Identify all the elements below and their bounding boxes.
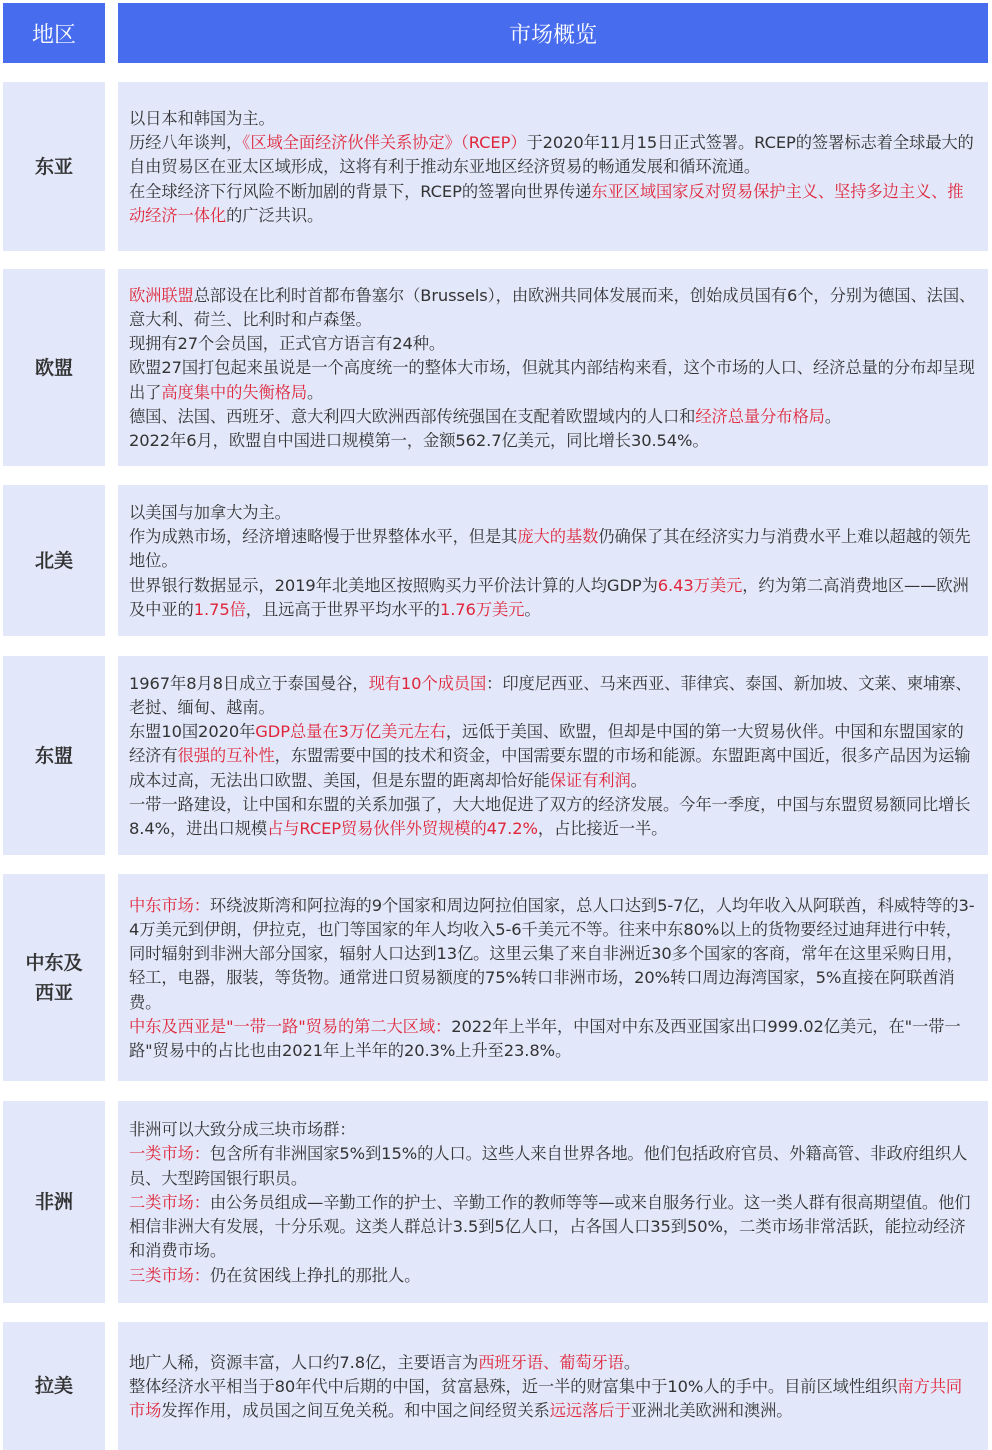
overview-cell-5	[118, 1101, 988, 1303]
body-text: 德国、法国、西班牙、意大利四大欧洲西部传统强国在支配着欧盟域内的人口和	[129, 406, 696, 426]
overview-cell-2	[118, 485, 988, 636]
body-text: ，且远高于世界平均水平的	[245, 599, 440, 619]
body-text: 以日本和韩国为主。	[129, 108, 275, 128]
overview-paragraph	[129, 1264, 976, 1288]
region-cell-0	[3, 82, 105, 251]
highlight-text: 占与RCEP贸易伙伴外贸规模的47.2%	[267, 819, 538, 838]
overview-paragraph	[129, 405, 976, 429]
overview-cell-0	[118, 82, 988, 251]
highlight-text: 保证有利润	[549, 770, 631, 790]
body-text: 在全球经济下行风险不断加剧的背景下，RCEP的签署向世界传递	[129, 181, 592, 201]
overview-paragraph	[129, 793, 976, 841]
highlight-text: 西班牙语、葡萄牙语	[478, 1352, 624, 1372]
body-text: 世界银行数据显示，2019年北美地区按照购买力平价法计算的人均GDP为	[129, 575, 658, 595]
body-text: 。	[524, 599, 541, 619]
body-text: 历经八年谈判，	[129, 133, 243, 153]
overview-cell-3	[118, 656, 988, 855]
region-label: 中东及 西亚	[25, 951, 83, 1004]
body-text: 。	[623, 1352, 641, 1372]
highlight-text: 东亚区域国家反对贸易保护主义、坚持多边主义、推动经济一体化	[129, 181, 964, 225]
body-text: 环绕波斯湾和阿拉海的9个国家和周边阿拉伯国家，总人口达到5-7亿，人均年收入从阿联酋，科威特等的3-4万美元到伊朗，伊拉克，也门等国家的年人均收入5-6千美元不等。往来中东80%以上的货物要经过迪拜进行中转，同时辐射到非洲大部分国家，辐射人口达到13亿。这里云集了来自非洲近30多个国家的客商，常年在这里采购日用，轻工，电器，服装，等货物。通常进口贸易额度的75%转口非洲市场，20%转口周边海湾国家，5%直接在阿联酋消费。	[129, 895, 975, 1012]
overview-paragraph	[129, 501, 976, 525]
overview-paragraph	[129, 107, 976, 131]
body-text: 仍确保了其在经济实力与消费水平上难以超越的领先地位。	[129, 527, 971, 571]
highlight-text: 《区域全面经济伙伴关系协定》（RCEP）	[242, 133, 527, 153]
highlight-text: GDP总量在3万亿美元左右	[255, 722, 446, 742]
highlight-text: 现有10个成员国	[368, 673, 487, 693]
header-region-label: 地区	[31, 22, 76, 48]
overview-paragraph	[129, 332, 976, 356]
overview-paragraph	[129, 525, 976, 573]
overview-paragraph	[129, 284, 976, 332]
body-text: ，远低于美国、欧盟，但却是中国的第一大贸易伙伴。中国和东盟国家的经济有	[129, 722, 964, 766]
body-text: 2022年6月，欧盟自中国进口规模第一，金额562.7亿美元，同比增长30.54%。	[129, 431, 709, 450]
highlight-text: 6.43万美元	[657, 575, 743, 595]
body-text: 发挥作用，成员国之间互免关税。和中国之间经贸关系	[161, 1401, 550, 1421]
region-label: 东盟	[34, 744, 73, 767]
region-label: 拉美	[34, 1375, 73, 1397]
overview-paragraph	[129, 131, 976, 179]
body-text: 现拥有27个会员国，正式官方语言有24种。	[129, 334, 446, 354]
highlight-text: 高度集中的失衡格局	[161, 382, 308, 402]
overview-paragraph	[129, 894, 976, 1015]
region-cell-2	[3, 485, 105, 636]
overview-paragraph	[129, 574, 976, 622]
overview-paragraph	[129, 1142, 976, 1190]
body-text: ，占比接近一半。	[537, 819, 668, 838]
body-text: 。	[307, 382, 324, 402]
overview-paragraph	[129, 1351, 976, 1375]
overview-paragraph	[129, 1375, 976, 1423]
overview-paragraph	[129, 429, 976, 453]
header-region	[3, 3, 105, 63]
overview-cell-6	[118, 1322, 988, 1450]
overview-paragraph	[129, 1015, 976, 1063]
body-text: 欧盟27国打包起来虽说是一个高度统一的整体大市场，但就其内部结构来看，这个市场的人口、经济总量的分布却呈现出了	[129, 358, 975, 402]
overview-paragraph	[129, 720, 976, 793]
region-cell-5	[3, 1101, 105, 1303]
overview-paragraph	[129, 1118, 976, 1142]
body-text: 东盟10国2020年	[129, 722, 256, 742]
body-text: ：印度尼西亚、马来西亚、菲律宾、泰国、新加坡、文莱、柬埔寨、老挝、缅甸、越南。	[129, 673, 972, 717]
highlight-text: 欧洲联盟	[129, 285, 194, 305]
region-label: 北美	[34, 549, 73, 572]
highlight-text: 一类市场：	[129, 1144, 210, 1164]
body-text: 总部设在比利时首都布鲁塞尔（Brussels），由欧洲共同体发展而来，创始成员国有6个，分别为德国、法国、意大利、荷兰、比利时和卢森堡。	[129, 285, 976, 329]
highlight-text: 南方共同市场	[129, 1376, 963, 1421]
overview-paragraph	[129, 180, 976, 228]
body-text: 。	[630, 770, 647, 790]
body-text: 于2020年11月15日正式签署。RCEP的签署标志着全球最大的自由贸易区在亚太区域形成，这将有利于推动东亚地区经济贸易的畅通发展和循环流通。	[129, 133, 974, 177]
body-text: 的广泛共识。	[226, 205, 324, 225]
highlight-text: 很强的互补性	[177, 746, 275, 766]
overview-cell-4	[118, 874, 988, 1081]
body-text: 。	[824, 406, 841, 426]
body-text: 整体经济水平相当于80年代中后期的中国，贫富悬殊，近一半的财富集中于10%人的手中。目前区域性组织	[129, 1376, 898, 1396]
overview-paragraph	[129, 1191, 976, 1264]
region-label: 欧盟	[34, 356, 73, 379]
body-text: 由公务员组成—辛勤工作的护士、辛勤工作的教师等等—或来自服务行业。这一类人群有很高期望值。他们相信非洲大有发展，十分乐观。这类人群总计3.5到5亿人口，占各国人口35到50%，二类市场非常活跃，能拉动经济和消费市场。	[129, 1192, 971, 1261]
highlight-text: 二类市场：	[129, 1192, 210, 1212]
body-text: ，东盟需要中国的技术和资金，中国需要东盟的市场和能源。东盟距离中国近，很多产品因为运输成本过高，无法出口欧盟、美国，但是东盟的距离却恰好能	[129, 746, 971, 790]
region-label: 东亚	[34, 155, 73, 178]
body-text: 一带一路建设，让中国和东盟的关系加强了，大大地促进了双方的经济发展。今年一季度，中国与东盟贸易额同比增长8.4%，进出口规模	[129, 794, 971, 838]
body-text: 仍在贫困线上挣扎的那批人。	[209, 1265, 421, 1285]
region-cell-3	[3, 656, 105, 855]
header-overview	[118, 3, 988, 63]
overview-paragraph	[129, 672, 976, 720]
highlight-text: 三类市场：	[129, 1265, 210, 1285]
highlight-text: 中东市场：	[129, 895, 210, 915]
highlight-text: 1.76万美元	[439, 599, 525, 619]
header-overview-label: 市场概览	[508, 22, 597, 48]
region-cell-6	[3, 1322, 105, 1450]
body-text: 2022年上半年，中国对中东及西亚国家出口999.02亿美元，在"一带一路"贸易中的占比也由2021年上半年的20.3%上升至23.8%。	[129, 1016, 961, 1060]
region-cell-1	[3, 269, 105, 466]
body-text: 1967年8月8日成立于泰国曼谷，	[129, 673, 369, 693]
body-text: 亚洲北美欧洲和澳洲。	[630, 1401, 793, 1421]
body-text: 非洲可以大致分成三块市场群：	[129, 1120, 356, 1140]
region-cell-4	[3, 874, 105, 1081]
body-text: 以美国与加拿大为主。	[129, 502, 291, 522]
highlight-text: 经济总量分布格局	[695, 406, 825, 426]
body-text: ，约为第二高消费地区——欧洲及中亚的	[129, 575, 969, 619]
body-text: 地广人稀，资源丰富，人口约7.8亿，主要语言为	[129, 1352, 479, 1372]
highlight-text: 庞大的基数	[517, 527, 599, 547]
region-label: 非洲	[34, 1191, 73, 1213]
highlight-text: 中东及西亚是"一带一路"贸易的第二大区域：	[129, 1016, 452, 1036]
body-text: 包含所有非洲国家5%到15%的人口。这些人来自世界各地。他们包括政府官员、外籍高管、非政府组织人员、大型跨国银行职员。	[129, 1144, 968, 1188]
overview-paragraph	[129, 356, 976, 404]
overview-cell-1	[118, 269, 988, 466]
body-text: 作为成熟市场，经济增速略慢于世界整体水平，但是其	[129, 527, 518, 547]
highlight-text: 远远落后于	[549, 1401, 631, 1421]
highlight-text: 1.75倍	[193, 599, 246, 619]
